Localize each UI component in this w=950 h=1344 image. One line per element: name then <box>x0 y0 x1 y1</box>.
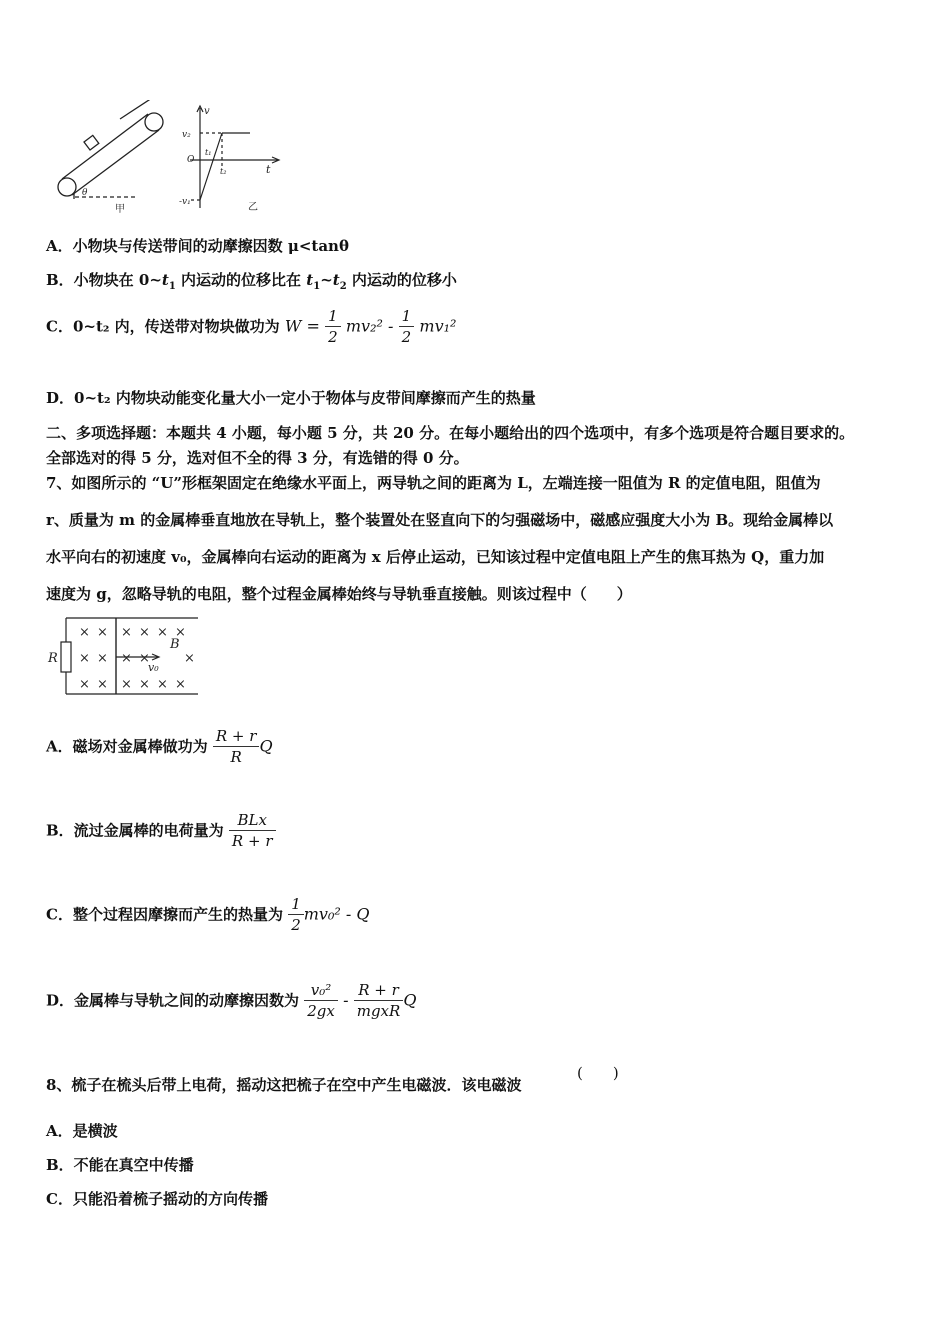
q8-paren: ( ) <box>577 1064 619 1082</box>
cross-mark: × <box>139 625 150 640</box>
conveyor-vt-figure <box>50 100 290 220</box>
q7-optb-frac <box>229 810 276 851</box>
q6-optb-post: 内运动的位移小 <box>346 271 457 289</box>
caption-yi: 乙 <box>248 202 258 213</box>
field-crosses <box>79 625 195 692</box>
q7-optd-text: D．金属棒与导轨之间的动摩擦因数为 <box>46 991 300 1010</box>
t2-label: t₂ <box>220 167 227 176</box>
q6-option-c <box>46 306 456 352</box>
q7-optc-text: C．整个过程因摩擦而产生的热量为 <box>46 905 283 924</box>
resistor-label: R <box>48 651 58 666</box>
frac-num: 1 <box>288 894 304 915</box>
section2-line1: 二、多项选择题：本题共 4 小题，每小题 5 分，共 20 分。在每小题给出的四个选项中，有多个选项是符合题目要求的。 <box>46 424 855 442</box>
cross-mark: × <box>157 625 168 640</box>
cross-mark: × <box>79 651 90 666</box>
theta-label: θ <box>82 188 88 198</box>
section2-line2: 全部选对的得 5 分，选对但不全的得 3 分，有选错的得 0 分。 <box>46 449 469 467</box>
q6-optb-t2: t <box>332 271 340 289</box>
q7-optc-frac <box>288 894 304 935</box>
q6-optb-t1: t <box>161 271 169 289</box>
q7-line3: 水平向右的初速度 v₀，金属棒向右运动的距离为 x 后停止运动，已知该过程中定值电阻上产生的焦耳热为 Q，重力加 <box>46 548 825 566</box>
q8-stem: 8、梳子在梳头后带上电荷，摇动这把梳子在空中产生电磁波．该电磁波 <box>46 1076 522 1094</box>
q8-option-b: B．不能在真空中传播 <box>46 1156 194 1174</box>
frac-num: 1 <box>399 306 415 327</box>
v0-label: v₀ <box>148 661 159 674</box>
cross-mark: × <box>184 651 195 666</box>
cross-mark: × <box>97 677 108 692</box>
q7-option-b <box>46 810 276 858</box>
cross-mark: × <box>139 651 150 666</box>
cross-mark: × <box>121 651 132 666</box>
frac-den: R <box>230 748 242 766</box>
cross-mark: × <box>121 625 132 640</box>
frac-den: 2 <box>328 328 338 346</box>
q6-optc-pre: C．0~t₂ 内，传送带对物块做功为 <box>46 317 280 336</box>
frac-num: v₀² <box>304 980 338 1001</box>
q7-opta-q: Q <box>259 736 273 756</box>
q7-option-d <box>46 980 416 1028</box>
q6-optc-mv2: mv₂² - <box>345 316 394 336</box>
q7-optc-rest: mv₀² - Q <box>303 904 370 924</box>
q6-optc-half-1 <box>325 306 341 347</box>
v-axis-label: v <box>204 106 210 117</box>
frac-num: 1 <box>325 306 341 327</box>
q7-option-a <box>46 726 273 774</box>
cross-mark: × <box>79 625 90 640</box>
q6-optb-t1b: t <box>306 271 314 289</box>
cross-mark: × <box>121 677 132 692</box>
frac-num: BLx <box>229 810 276 831</box>
origin-label: O <box>187 155 195 165</box>
q6-option-b <box>46 270 457 297</box>
t1-label: t₁ <box>205 148 212 157</box>
cross-mark: × <box>79 677 90 692</box>
cross-mark: × <box>175 625 186 640</box>
t-axis-label: t <box>266 163 271 176</box>
q6-option-d: D．0~t₂ 内物块动能变化量大小一定小于物体与皮带间摩擦而产生的热量 <box>46 389 536 407</box>
q6-optb-pre: B．小物块在 0~ <box>46 271 162 289</box>
frac-num: R + r <box>213 726 260 747</box>
q8-option-a: A．是横波 <box>46 1122 118 1140</box>
conveyor-belt-diagram <box>58 100 163 199</box>
q7-opta-text: A．磁场对金属棒做功为 <box>46 737 208 756</box>
cross-mark: × <box>157 677 168 692</box>
q6-option-a: A．小物块与传送带间的动摩擦因数 μ<tanθ <box>46 237 349 255</box>
v2-label: v₂ <box>182 130 191 140</box>
frac-den: 2 <box>291 916 301 934</box>
q6-optc-half-2 <box>399 306 415 347</box>
q6-optb-mid: 内运动的位移比在 <box>175 271 307 289</box>
frac-den: 2gx <box>307 1002 335 1020</box>
q8-option-c: C．只能沿着梳子摇动的方向传播 <box>46 1190 268 1208</box>
frac-num: R + r <box>354 980 404 1001</box>
q6-optb-sub1b: 1 <box>313 281 321 292</box>
vt-graph <box>188 106 279 208</box>
cross-mark: × <box>175 677 186 692</box>
q7-line4: 速度为 g，忽略导轨的电阻，整个过程金属棒始终与导轨垂直接触。则该过程中（ ） <box>46 585 632 603</box>
neg-v1-label: -v₁ <box>179 197 191 207</box>
frac-den: 2 <box>401 328 412 346</box>
q6-optb-sub2: 2 <box>339 281 347 292</box>
cross-mark: × <box>97 651 108 666</box>
q6-optb-tilde: ~ <box>320 271 333 289</box>
resistor-symbol <box>61 642 71 672</box>
q7-optd-frac1 <box>304 980 338 1021</box>
q6-optc-w: W = <box>284 316 320 336</box>
frac-den: R + r <box>231 832 273 850</box>
u-frame-figure <box>44 612 214 698</box>
q6-optc-mv1: mv₁² <box>419 316 457 336</box>
q7-optd-q: Q <box>403 990 417 1010</box>
q6-optb-sub1: 1 <box>168 281 176 292</box>
field-label: B <box>170 637 180 652</box>
q7-opta-frac <box>213 726 260 767</box>
frac-den: mgxR <box>356 1002 401 1020</box>
q7-line1: 7、如图所示的 “U”形框架固定在绝缘水平面上，两导轨之间的距离为 L，左端连接一阻值为 R 的定值电阻，阻值为 <box>46 474 821 492</box>
q7-optb-text: B．流过金属棒的电荷量为 <box>46 821 224 840</box>
q7-option-c <box>46 894 369 942</box>
q7-line2: r、质量为 m 的金属棒垂直地放在导轨上，整个装置处在竖直向下的匀强磁场中，磁感应强度大小为 B。现给金属棒以 <box>46 511 834 529</box>
cross-mark: × <box>97 625 108 640</box>
cross-mark: × <box>139 677 150 692</box>
q7-optd-minus: - <box>343 990 349 1010</box>
q7-optd-frac2 <box>354 980 404 1021</box>
caption-jia: 甲 <box>115 204 125 215</box>
